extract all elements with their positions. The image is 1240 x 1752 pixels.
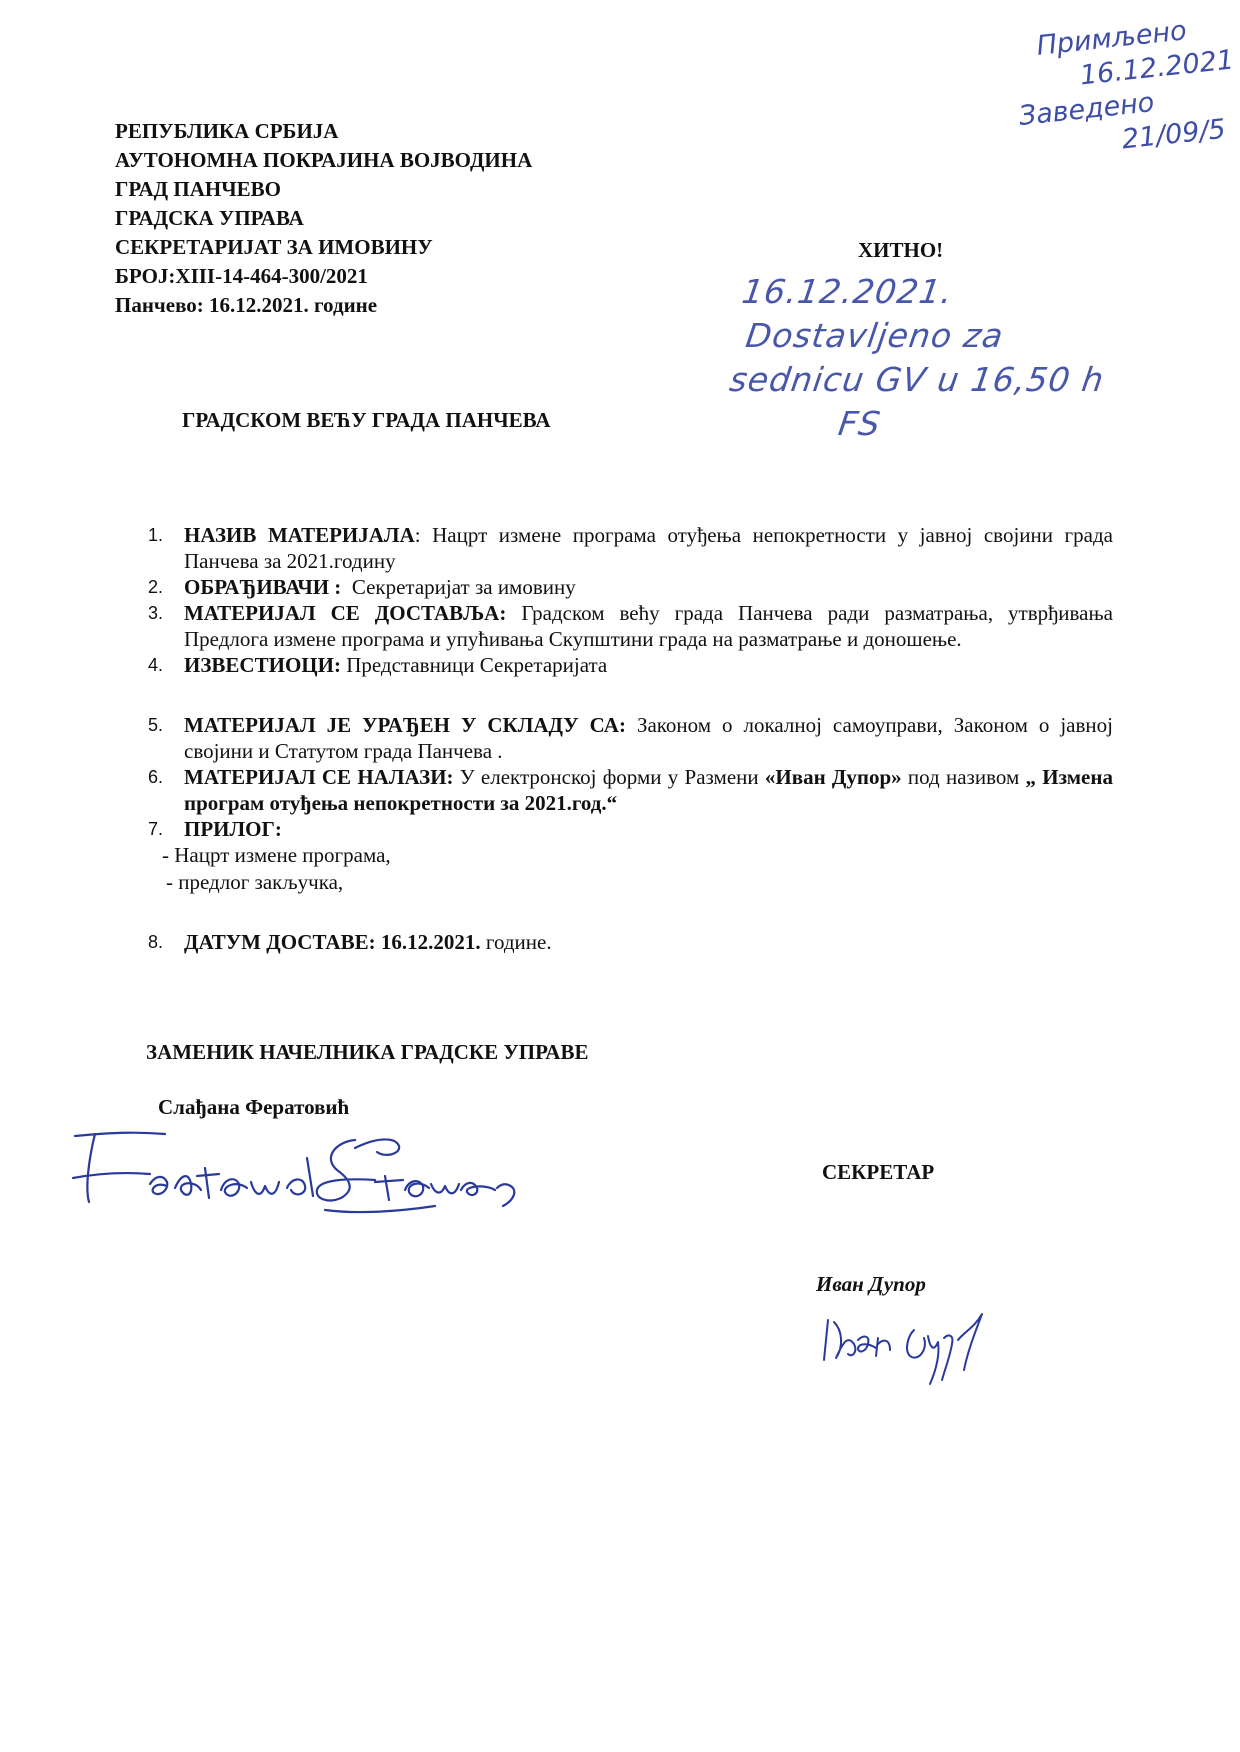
material-file-name: „ Измена програм отуђења непокретности за 2021.год.“ (184, 765, 1113, 815)
list-item (148, 574, 1113, 600)
document-number: БРОЈ:XIII-14-464-300/2021 (115, 264, 368, 288)
letterhead (115, 117, 532, 320)
item-number: 5. (148, 715, 164, 735)
recipient: ГРАДСКОМ ВЕЋУ ГРАДА ПАНЧЕВА (182, 408, 551, 432)
handwritten-delivery-line: FS (836, 404, 884, 443)
item-number: 4. (148, 655, 164, 675)
attachment-item: - Нацрт измене програма, (162, 843, 391, 867)
item-text: : Нацрт измене програма отуђења непокретности у јавној својини града Панчева за 2021.годину (184, 523, 1113, 573)
secretary-title: СЕКРЕТАР (822, 1160, 935, 1184)
list-item (148, 600, 1113, 652)
item-number: 6. (148, 767, 164, 787)
deputy-title: ЗАМЕНИК НАЧЕЛНИКА ГРАДСКЕ УПРАВЕ (146, 1040, 589, 1064)
item-text: Представници Секретаријата (340, 653, 608, 677)
item-text: У електронској форми у Размени (453, 765, 765, 789)
secretary-signature (818, 1300, 998, 1400)
handwritten-receipt-line: Заведено (1017, 87, 1156, 133)
item-list (148, 522, 1113, 955)
item-number: 2. (148, 577, 164, 597)
handwritten-delivery-line: Dostavljeno za (743, 316, 1007, 355)
item-number: 7. (148, 819, 164, 839)
list-item (148, 522, 1113, 574)
item-text: Градском већу града Панчева ради разматрања, утврђивања Предлога измене програма и упућивања Скупштини града на разматрање и доношење. (184, 601, 1113, 651)
urgent-label: ХИТНО! (858, 238, 944, 262)
item-text: Секретаријат за имовину (341, 575, 576, 599)
item-label: НАЗИВ МАТЕРИЈАЛА (184, 523, 415, 547)
handwritten-delivery-line: sednicu GV u 16,50 h (727, 360, 1107, 399)
letterhead-line-secretariat: СЕКРЕТАРИЈАТ ЗА ИМОВИНУ (115, 235, 433, 259)
item-number: 8. (148, 932, 164, 952)
list-item (148, 816, 1113, 842)
document-date: Панчево: 16.12.2021. године (115, 293, 378, 317)
letterhead-line-republic: РЕПУБЛИКА СРБИЈА (115, 119, 339, 143)
letterhead-line-province: АУТОНОМНА ПОКРАЈИНА ВОЈВОДИНА (115, 148, 533, 172)
item-label: МАТЕРИЈАЛ ЈЕ УРАЂЕН У СКЛАДУ СА: (184, 713, 626, 737)
letterhead-line-administration: ГРАДСКА УПРАВА (115, 206, 304, 230)
deputy-signature (55, 1118, 525, 1228)
attachment-item: - предлог закључка, (166, 870, 344, 894)
handwritten-receipt-note (1017, 10, 1240, 166)
item-number: 1. (148, 525, 164, 545)
handwritten-receipt-line: Примљено (1035, 15, 1189, 62)
secretary-name: Иван Дупор (816, 1272, 926, 1296)
item-text: године. (480, 930, 552, 954)
handwritten-receipt-line: 21/09/5 (1120, 113, 1228, 156)
handwritten-receipt-line: 16.12.2021 (1078, 44, 1236, 92)
list-item (148, 652, 1113, 678)
item-label: МАТЕРИЈАЛ СЕ НАЛАЗИ: (184, 765, 454, 789)
item-label: МАТЕРИЈАЛ СЕ ДОСТАВЉА: (184, 601, 507, 625)
item-text: под називом (901, 765, 1026, 789)
item-number: 3. (148, 603, 164, 623)
list-item (148, 764, 1113, 816)
letterhead-line-city: ГРАД ПАНЧЕВО (115, 177, 281, 201)
item-label: ПРИЛОГ: (184, 817, 282, 841)
exchange-folder-name: «Иван Дупор» (764, 765, 902, 789)
list-item (148, 712, 1113, 764)
item-label: ДАТУМ ДОСТАВЕ: 16.12.2021. (184, 930, 481, 954)
handwritten-delivery-note (721, 270, 1120, 446)
list-item (148, 929, 1113, 955)
handwritten-delivery-line: 16.12.2021. (739, 272, 956, 311)
deputy-name: Слађана Фератовић (158, 1095, 350, 1119)
item-text: Законом о локалној самоуправи, Законом о јавној својини и Статутом града Панчева . (184, 713, 1113, 763)
item-label: ОБРАЂИВАЧИ : (184, 575, 342, 599)
item-label: ИЗВЕСТИОЦИ: (184, 653, 341, 677)
